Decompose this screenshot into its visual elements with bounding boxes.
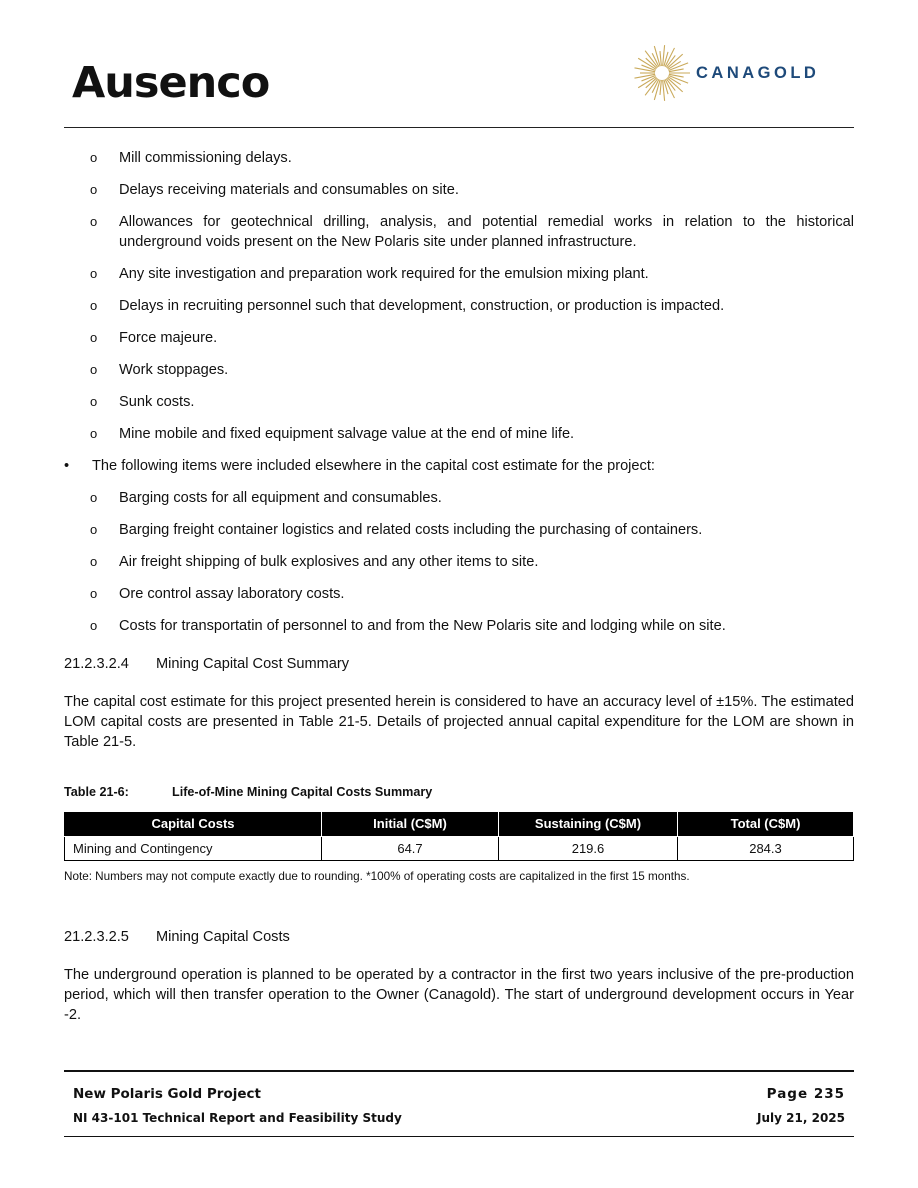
excluded-items-list bbox=[64, 148, 854, 444]
list-item-text: Ore control assay laboratory costs. bbox=[119, 586, 345, 602]
section-heading bbox=[64, 927, 854, 947]
table-title: Life-of-Mine Mining Capital Costs Summary bbox=[172, 785, 433, 799]
section-paragraph: The capital cost estimate for this project presented herein is considered to have an accuracy level of ±15%. The estimated LOM capital costs are presented in Table 21-5. Details of projected annual capital expenditure for the LOM are shown in Table 21-5. bbox=[64, 694, 854, 750]
section-title: Mining Capital Cost Summary bbox=[156, 656, 350, 672]
list-item bbox=[64, 148, 854, 168]
list-item-text: Barging costs for all equipment and consumables. bbox=[119, 490, 442, 506]
section-number: 21.2.3.2.5 bbox=[64, 929, 129, 945]
list-item bbox=[64, 212, 854, 252]
list-item bbox=[64, 360, 854, 380]
footer-page-number: Page 235 bbox=[766, 1086, 845, 1102]
canagold-logo-text: CANAGOLD bbox=[696, 64, 820, 82]
list-item bbox=[64, 264, 854, 284]
list-item-text: Force majeure. bbox=[119, 330, 218, 346]
list-marker: o bbox=[90, 362, 98, 377]
list-marker: o bbox=[90, 150, 98, 165]
list-item bbox=[64, 392, 854, 412]
list-item bbox=[64, 584, 854, 604]
list-marker: o bbox=[90, 426, 98, 441]
table-header-row bbox=[65, 812, 854, 837]
capital-costs-table bbox=[64, 811, 854, 861]
list-item-text: Work stoppages. bbox=[119, 362, 229, 378]
table-header-cell: Sustaining (C$M) bbox=[499, 812, 678, 837]
list-item bbox=[64, 328, 854, 348]
page-header bbox=[64, 40, 854, 128]
table-header-cell: Initial (C$M) bbox=[322, 812, 499, 837]
table-cell: 219.6 bbox=[499, 837, 678, 861]
table-number: Table 21-6: bbox=[64, 785, 129, 799]
list-item bbox=[64, 616, 854, 636]
list-item-text: Costs for transportatin of personnel to and from the New Polaris site and lodging while on site. bbox=[119, 618, 726, 634]
table-cell: Mining and Contingency bbox=[65, 837, 322, 861]
list-item-text: Any site investigation and preparation work required for the emulsion mixing plant. bbox=[119, 266, 649, 282]
list-item-text: Delays in recruiting personnel such that development, construction, or production is impacted. bbox=[119, 298, 725, 314]
list-marker: o bbox=[90, 330, 98, 345]
table-row bbox=[65, 837, 854, 861]
list-item bbox=[64, 520, 854, 540]
section-number: 21.2.3.2.4 bbox=[64, 656, 129, 672]
list-marker: o bbox=[90, 266, 98, 281]
list-marker: o bbox=[90, 182, 98, 197]
ausenco-logo: Ausenco bbox=[72, 58, 270, 108]
bullet-item bbox=[64, 456, 854, 476]
list-item-text: Barging freight container logistics and related costs including the purchasing of containers. bbox=[119, 522, 703, 538]
list-item bbox=[64, 180, 854, 200]
list-item-text: Mine mobile and fixed equipment salvage value at the end of mine life. bbox=[119, 426, 575, 442]
bullet-text: The following items were included elsewhere in the capital cost estimate for the project: bbox=[92, 458, 655, 474]
section-heading bbox=[64, 654, 854, 674]
list-marker: o bbox=[90, 618, 98, 633]
table-cell: 64.7 bbox=[322, 837, 499, 861]
table-caption bbox=[64, 782, 854, 802]
list-item-text: Delays receiving materials and consumables on site. bbox=[119, 182, 459, 198]
section-title: Mining Capital Costs bbox=[156, 929, 290, 945]
canagold-logo bbox=[632, 40, 854, 110]
list-item-text: Air freight shipping of bulk explosives and any other items to site. bbox=[119, 554, 539, 570]
bullet-marker: • bbox=[64, 458, 70, 474]
table-note: Note: Numbers may not compute exactly due to rounding. *100% of operating costs are capitalized in the first 15 months. bbox=[64, 870, 690, 883]
footer-date: July 21, 2025 bbox=[757, 1111, 845, 1125]
list-item bbox=[64, 488, 854, 508]
list-item bbox=[64, 424, 854, 444]
table-header-cell: Total (C$M) bbox=[678, 812, 854, 837]
table-cell: 284.3 bbox=[678, 837, 854, 861]
list-marker: o bbox=[90, 554, 98, 569]
section-paragraph: The underground operation is planned to be operated by a contractor in the first two years inclusive of the pre-production period, which will then transfer operation to the Owner (Canagold). The start of underground development occurs in Year -2. bbox=[64, 967, 854, 1023]
list-item-text: Allowances for geotechnical drilling, analysis, and potential remedial works in relation to the historical underground voids present on the New Polaris site under planned infrastructure. bbox=[119, 214, 854, 250]
footer-project: New Polaris Gold Project bbox=[73, 1086, 261, 1102]
list-item bbox=[64, 296, 854, 316]
table-header-cell: Capital Costs bbox=[65, 812, 322, 837]
sunburst-icon bbox=[632, 42, 692, 104]
list-item bbox=[64, 552, 854, 572]
list-marker: o bbox=[90, 490, 98, 505]
footer-report: NI 43-101 Technical Report and Feasibility Study bbox=[73, 1111, 402, 1125]
page-footer bbox=[64, 1070, 854, 1137]
list-marker: o bbox=[90, 394, 98, 409]
list-marker: o bbox=[90, 522, 98, 537]
list-item-text: Sunk costs. bbox=[119, 394, 195, 410]
list-item-text: Mill commissioning delays. bbox=[119, 150, 292, 166]
list-marker: o bbox=[90, 586, 98, 601]
list-marker: o bbox=[90, 214, 98, 229]
page-body bbox=[64, 148, 854, 1037]
list-marker: o bbox=[90, 298, 98, 313]
included-items-list bbox=[64, 488, 854, 636]
